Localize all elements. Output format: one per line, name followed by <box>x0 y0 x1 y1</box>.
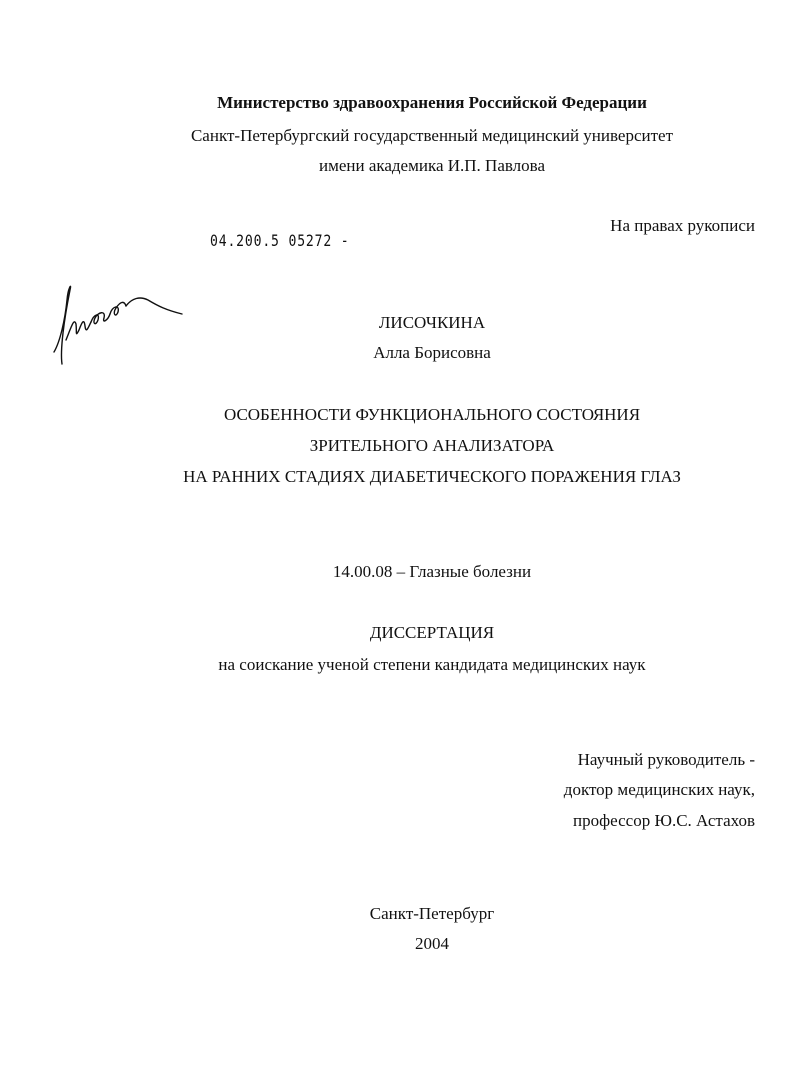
ministry-name: Министерство здравоохранения Российской Федерации <box>217 93 647 112</box>
thesis-title-line-2: ЗРИТЕЛЬНОГО АНАЛИЗАТОРА <box>309 436 555 455</box>
work-type: ДИССЕРТАЦИЯ <box>369 623 495 642</box>
registration-stamp: 04.200.5 05272 - <box>210 231 350 250</box>
manuscript-rights-note: На правах рукописи <box>610 216 755 235</box>
author-surname: ЛИСОЧКИНА <box>378 313 486 332</box>
supervisor-name: профессор Ю.С. Астахов <box>573 811 755 830</box>
specialty-code: 14.00.08 – Глазные болезни <box>332 562 532 581</box>
thesis-title-line-3: НА РАННИХ СТАДИЯХ ДИАБЕТИЧЕСКОГО ПОРАЖЕНИЯ ГЛАЗ <box>183 467 681 486</box>
degree-sought: на соискание ученой степени кандидата медицинских наук <box>218 655 646 674</box>
author-given-names: Алла Борисовна <box>373 343 491 362</box>
thesis-title-line-1: ОСОБЕННОСТИ ФУНКЦИОНАЛЬНОГО СОСТОЯНИЯ <box>223 405 641 424</box>
university-name: Санкт-Петербургский государственный медицинский университет <box>190 126 674 145</box>
year: 2004 <box>415 934 449 953</box>
university-name-continued: имени академика И.П. Павлова <box>318 156 546 175</box>
city: Санкт-Петербург <box>369 904 495 923</box>
supervisor-role: Научный руководитель - <box>577 750 755 769</box>
supervisor-degree: доктор медицинских наук, <box>563 780 755 799</box>
